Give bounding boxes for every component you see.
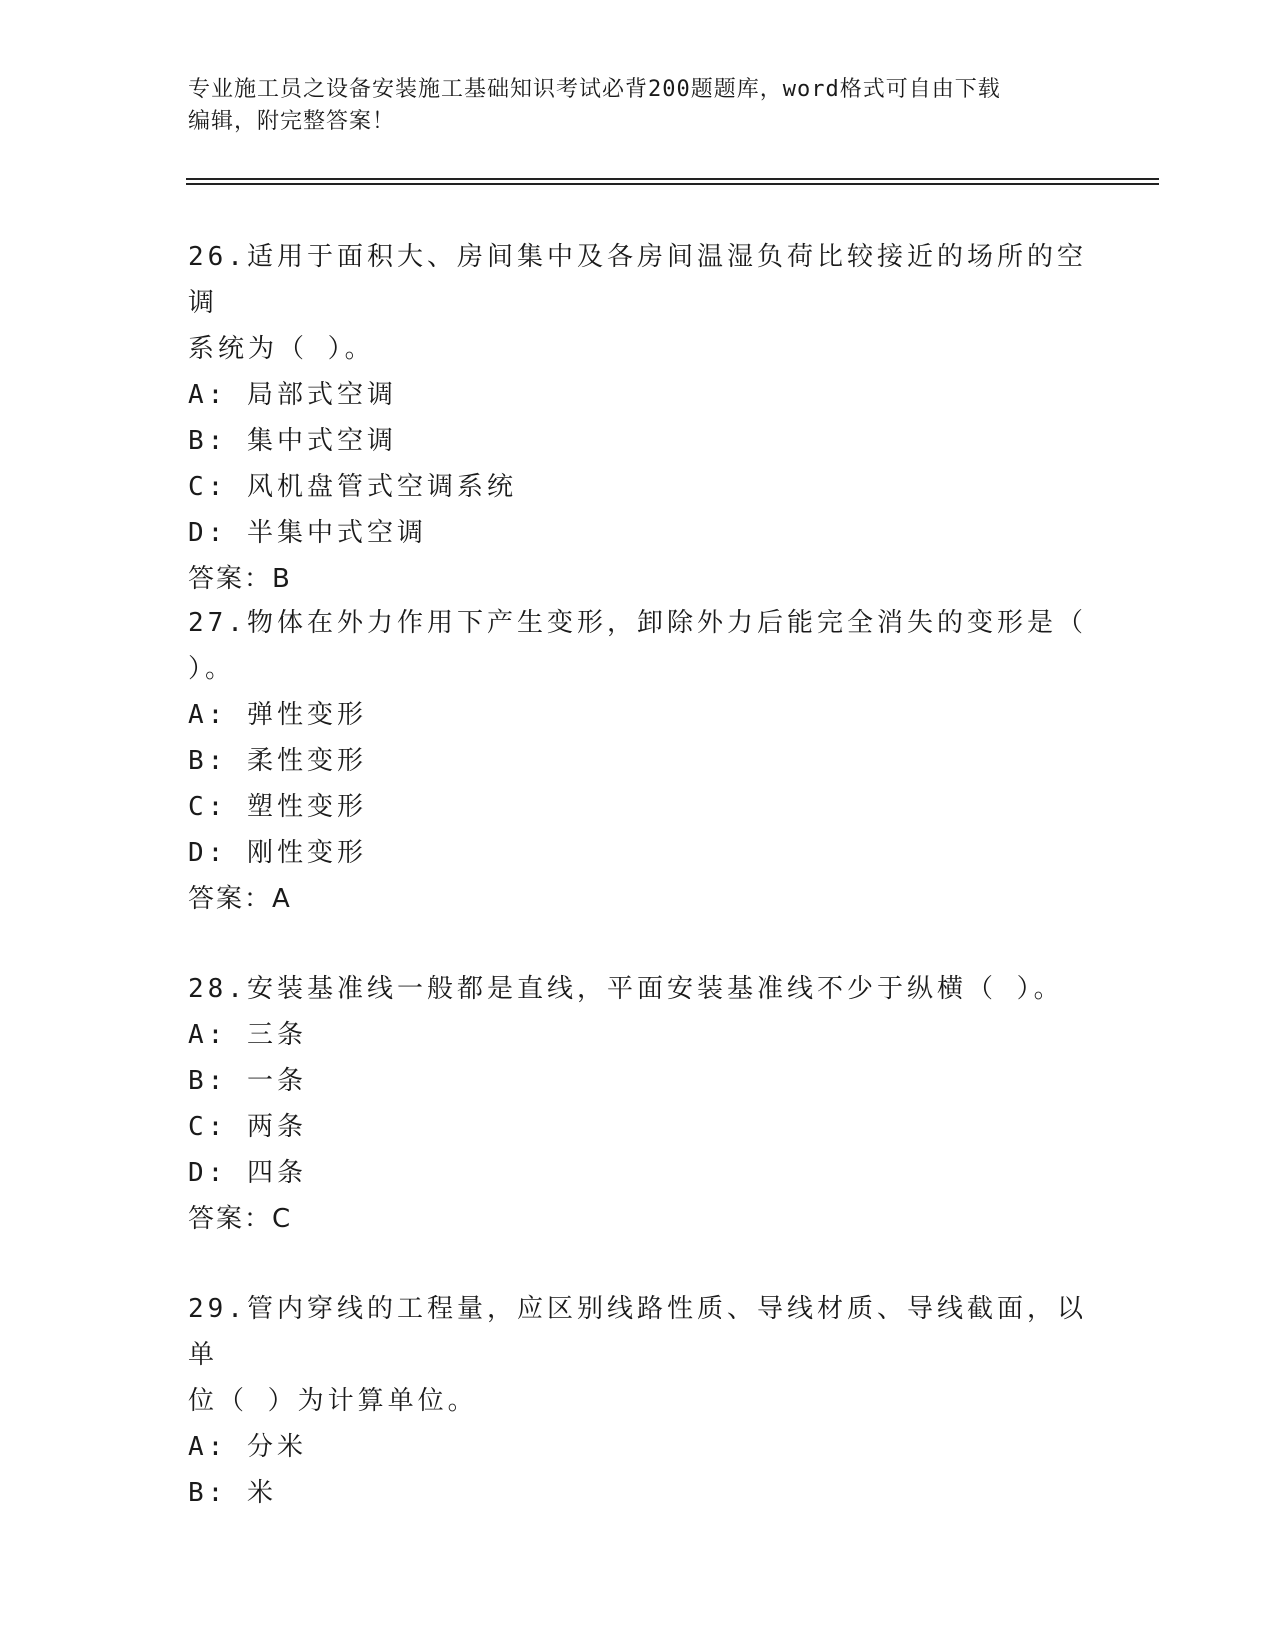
- option-a: A: 三条: [188, 1020, 307, 1050]
- document-header: [188, 74, 1088, 138]
- question-stem: 27.物体在外力作用下产生变形，卸除外力后能完全消失的变形是（: [188, 608, 1087, 638]
- question-28: [188, 966, 1088, 1242]
- option-b: B: 集中式空调: [188, 426, 397, 456]
- header-line-2: 编辑，附完整答案！: [188, 109, 396, 134]
- option-d: D: 半集中式空调: [188, 518, 427, 548]
- header-line-1: 专业施工员之设备安装施工基础知识考试必背200题题库，word格式可自由下载: [188, 77, 1001, 102]
- option-d: D: 四条: [188, 1158, 307, 1188]
- option-a: A: 弹性变形: [188, 700, 367, 730]
- question-stem-continued: ）。: [188, 654, 236, 684]
- header-divider-top: [186, 178, 1159, 180]
- question-stem-continued: 位（ ）为计算单位。: [188, 1386, 478, 1416]
- option-a: A: 分米: [188, 1432, 307, 1462]
- option-c: C: 塑性变形: [188, 792, 367, 822]
- header-divider-bottom: [186, 183, 1159, 185]
- question-stem: 29.管内穿线的工程量，应区别线路性质、导线材质、导线截面，以单: [188, 1294, 1087, 1370]
- question-stem-continued: 系统为（ ）。: [188, 334, 375, 364]
- option-b: B: 米: [188, 1478, 277, 1508]
- option-b: B: 柔性变形: [188, 746, 367, 776]
- question-stem: 28.安装基准线一般都是直线，平面安装基准线不少于纵横（ ）。: [188, 974, 1064, 1004]
- option-d: D: 刚性变形: [188, 838, 367, 868]
- option-a: A: 局部式空调: [188, 380, 397, 410]
- answer: 答案：A: [188, 884, 292, 914]
- question-26: [188, 234, 1088, 602]
- question-stem: 26.适用于面积大、房间集中及各房间温湿负荷比较接近的场所的空调: [188, 242, 1087, 318]
- answer: 答案：B: [188, 564, 292, 594]
- option-b: B: 一条: [188, 1066, 307, 1096]
- question-29: [188, 1286, 1088, 1516]
- option-c: C: 风机盘管式空调系统: [188, 472, 517, 502]
- question-27: [188, 600, 1088, 922]
- answer: 答案：C: [188, 1204, 293, 1234]
- option-c: C: 两条: [188, 1112, 307, 1142]
